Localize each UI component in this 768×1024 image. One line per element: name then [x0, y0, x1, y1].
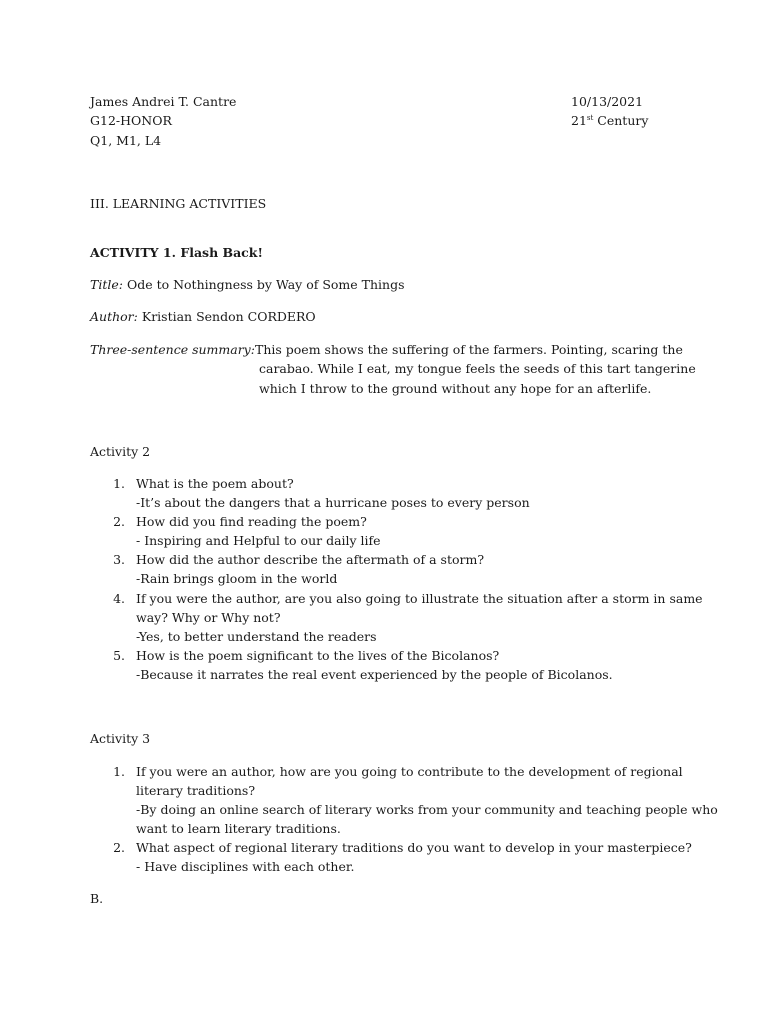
activity1-heading: ACTIVITY 1. Flash Back! — [90, 245, 263, 260]
author-row — [90, 307, 316, 326]
submission-date: 10/13/2021 — [571, 94, 644, 109]
answer-text: -Because it narrates the real event experienced by the people of Bicolanos. — [136, 667, 613, 682]
question-text: How did you find reading the poem? — [136, 514, 367, 529]
list-number: 5. — [113, 648, 125, 663]
student-name: James Andrei T. Cantre — [90, 94, 237, 109]
question-text: If you were the author, are you also going to illustrate the situation after a storm in same — [136, 591, 703, 606]
section-b-label: B. — [90, 891, 104, 906]
answer-text: -It’s about the dangers that a hurricane poses to every person — [136, 495, 530, 510]
author-value: Kristian Sendon CORDERO — [141, 309, 316, 324]
answer-text: - Inspiring and Helpful to our daily life — [136, 533, 381, 548]
author-label: Author: — [90, 309, 138, 324]
student-section: G12-HONOR — [90, 113, 172, 128]
answer-text: -By doing an online search of literary works from your community and teaching people who — [136, 802, 718, 817]
summary-label: Three-sentence summary: — [90, 342, 255, 357]
list-number: 1. — [113, 476, 125, 491]
title-value: Ode to Nothingness by Way of Some Things — [126, 277, 405, 292]
question-text: What aspect of regional literary traditions do you want to develop in your masterpiece? — [136, 840, 692, 855]
answer-text: -Yes, to better understand the readers — [136, 629, 377, 644]
question-text: How is the poem significant to the lives of the Bicolanos? — [136, 648, 500, 663]
summary-line: which I throw to the ground without any hope for an afterlife. — [259, 381, 652, 396]
answer-text-cont: want to learn literary traditions. — [136, 821, 341, 836]
question-text: If you were an author, how are you going to contribute to the development of regional — [136, 764, 683, 779]
list-number: 2. — [113, 514, 125, 529]
list-number: 4. — [113, 591, 125, 606]
question-text: How did the author describe the aftermath of a storm? — [136, 552, 485, 567]
section-heading: III. LEARNING ACTIVITIES — [90, 196, 267, 211]
question-text: What is the poem about? — [136, 476, 294, 491]
title-row — [90, 275, 405, 294]
summary-line: carabao. While I eat, my tongue feels the seeds of this tart tangerine — [259, 361, 696, 376]
subject-name: 21st Century — [571, 113, 649, 128]
activity3-heading: Activity 3 — [90, 731, 151, 746]
list-number: 1. — [113, 764, 125, 779]
summary-line: This poem shows the suffering of the farmers. Pointing, scaring the — [255, 342, 683, 357]
answer-text: -Rain brings gloom in the world — [136, 571, 338, 586]
activity2-heading: Activity 2 — [90, 444, 151, 459]
answer-text: - Have disciplines with each other. — [136, 859, 355, 874]
list-number: 3. — [113, 552, 125, 567]
module-code: Q1, M1, L4 — [90, 133, 162, 148]
question-text-cont: literary traditions? — [136, 783, 256, 798]
question-text-cont: way? Why or Why not? — [136, 610, 281, 625]
list-number: 2. — [113, 840, 125, 855]
title-label: Title: — [90, 277, 123, 292]
